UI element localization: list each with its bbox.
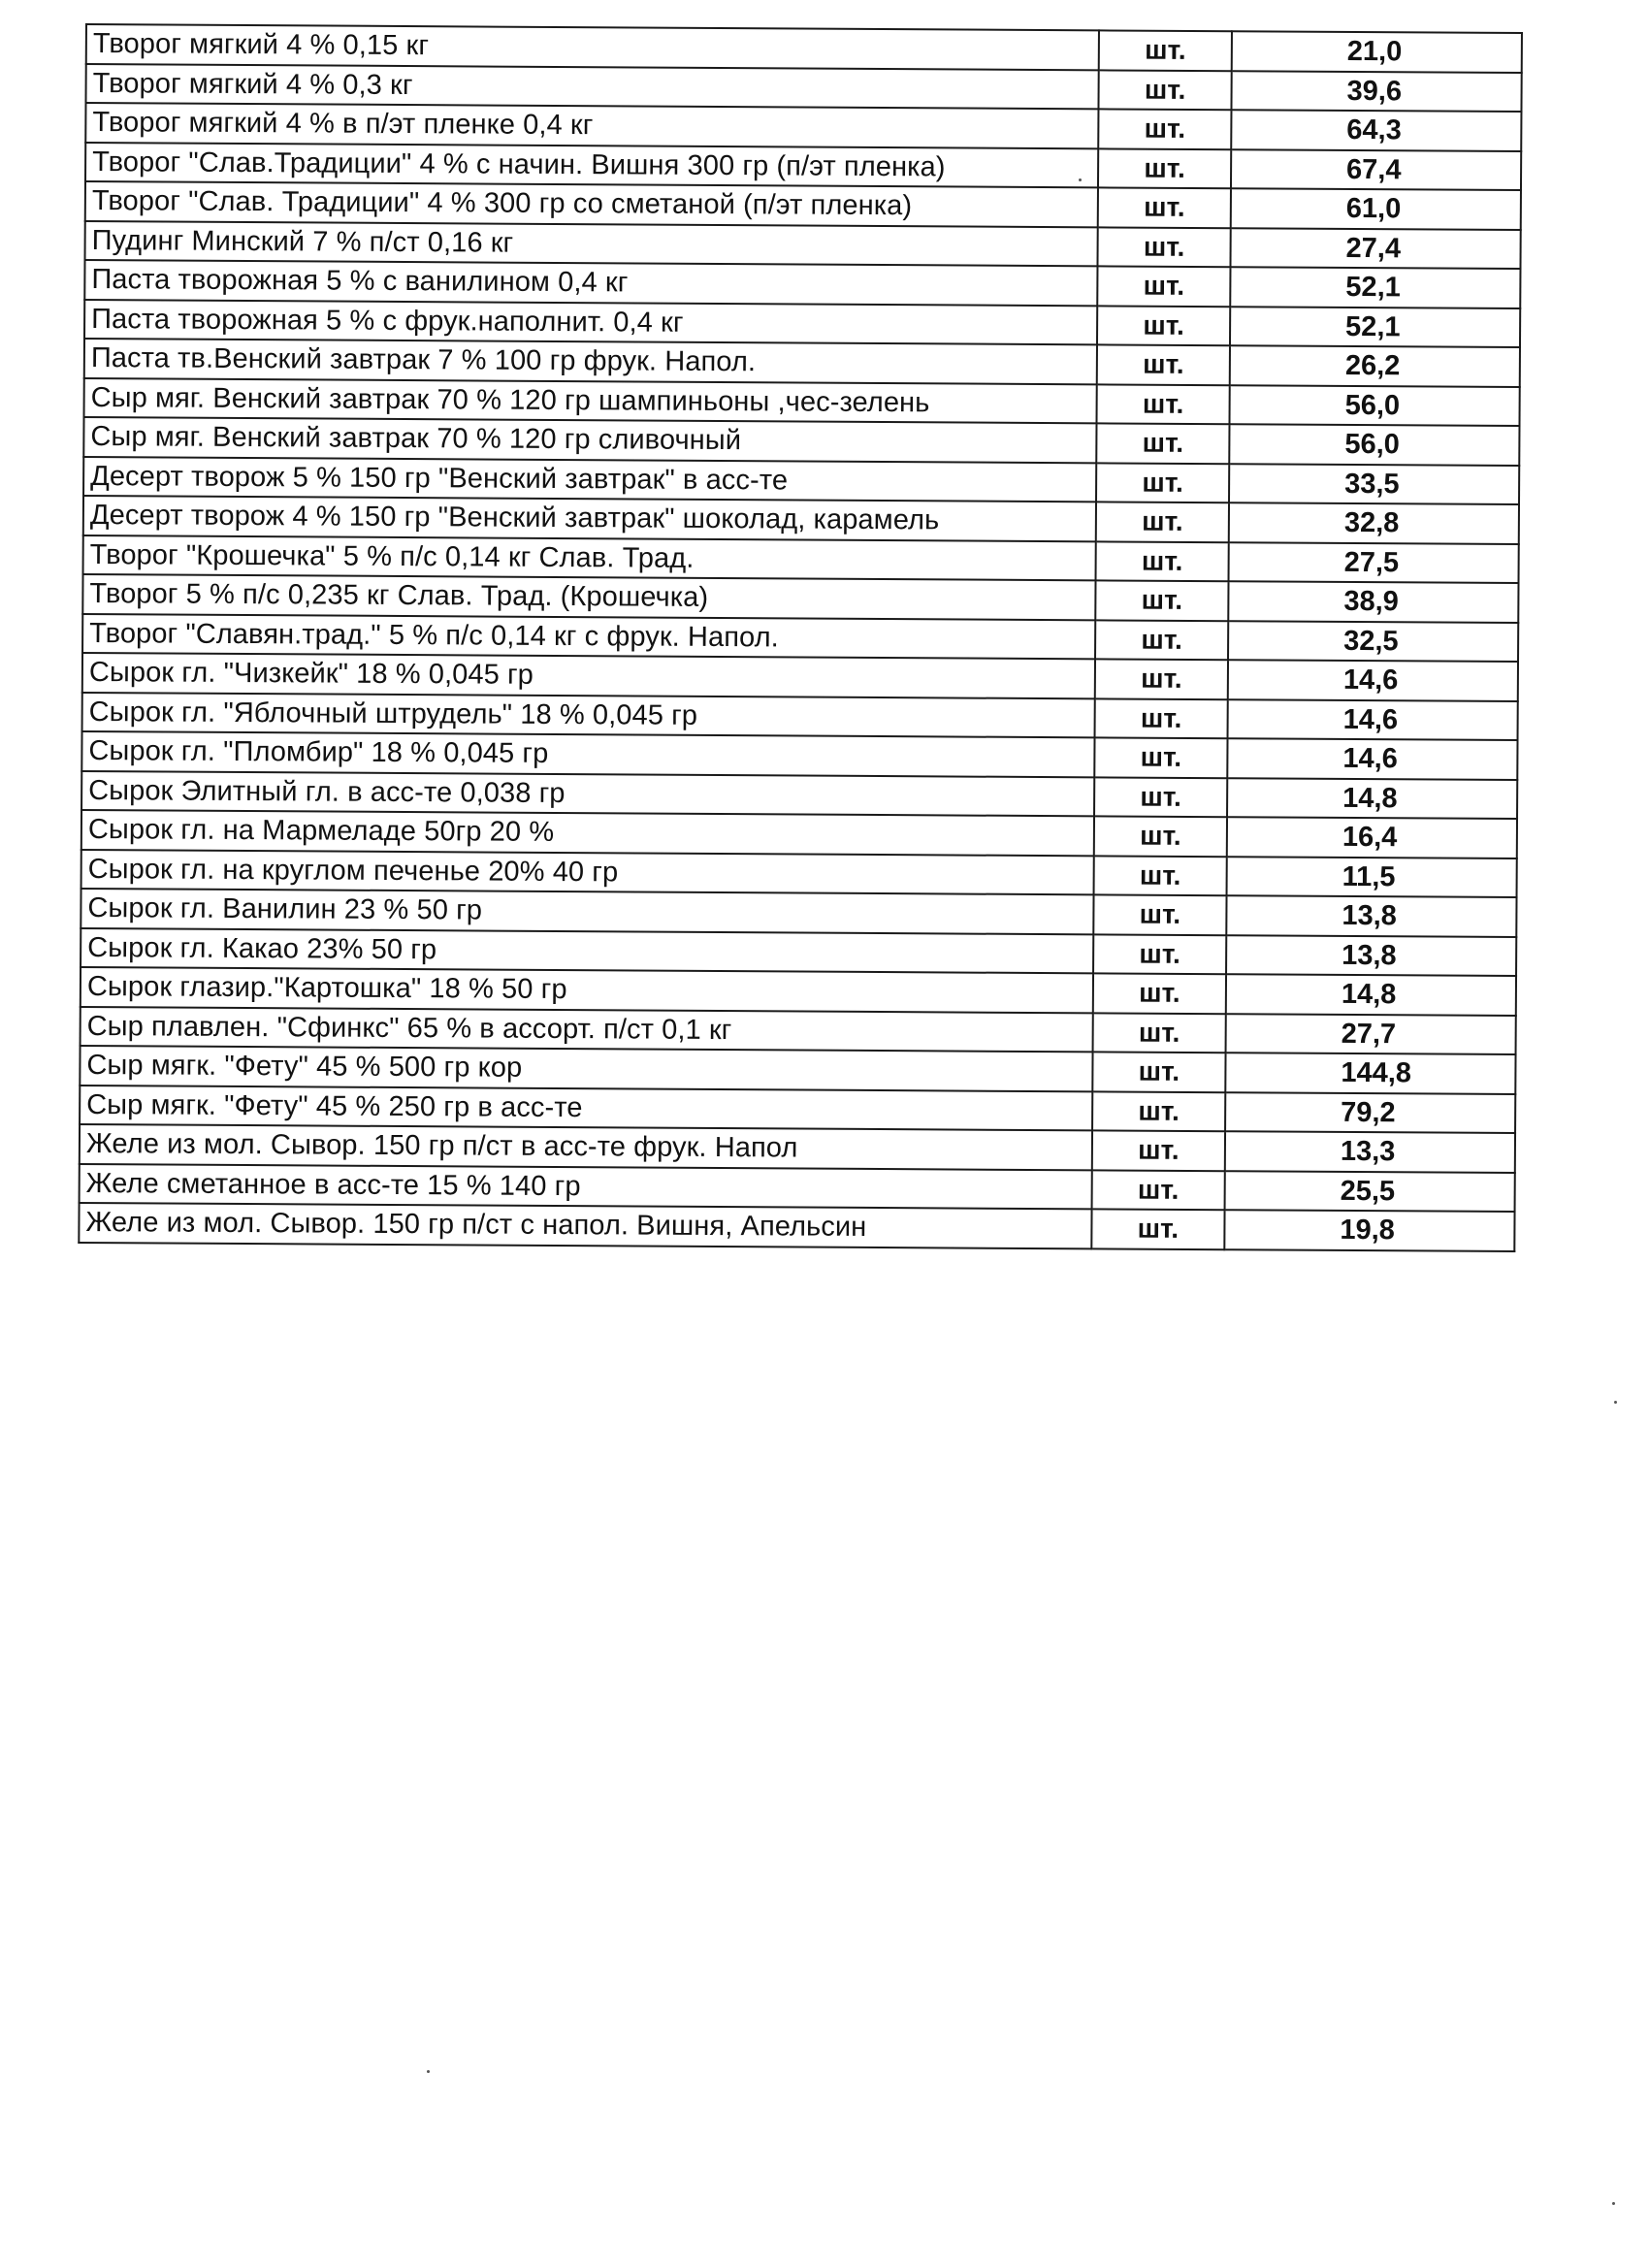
- price-cell: 25,5: [1225, 1171, 1515, 1212]
- product-name-cell: Творог "Слав. Традиции" 4 % 300 гр со сметаной (п/эт пленка): [85, 181, 1098, 227]
- price-cell: 38,9: [1228, 581, 1518, 622]
- unit-cell: шт.: [1098, 148, 1231, 188]
- product-name-cell: Сырок гл. Какао 23% 50 гр: [81, 927, 1093, 973]
- unit-cell: шт.: [1098, 109, 1231, 148]
- price-cell: 13,8: [1226, 935, 1516, 976]
- product-name-cell: Сырок Элитный гл. в асс-те 0,038 гр: [81, 770, 1094, 816]
- price-cell: 27,4: [1230, 228, 1520, 269]
- price-cell: 11,5: [1227, 857, 1517, 897]
- unit-cell: шт.: [1095, 580, 1228, 620]
- product-name-cell: Десерт творож 4 % 150 гр "Венский завтрак" шоколад, карамель: [83, 496, 1096, 541]
- unit-cell: шт.: [1094, 777, 1227, 817]
- product-name-cell: Творог "Крошечка" 5 % п/с 0,14 кг Слав. Трад.: [83, 535, 1096, 580]
- price-table: [78, 23, 1523, 1252]
- unit-cell: шт.: [1093, 894, 1226, 934]
- price-cell: 32,5: [1228, 621, 1518, 662]
- unit-cell: шт.: [1097, 384, 1230, 424]
- table-row: [79, 1203, 1514, 1251]
- scan-speck: [1614, 1401, 1617, 1404]
- product-name-cell: Сыр мягк. "Фету" 45 % 250 гр в асс-те: [80, 1085, 1092, 1130]
- product-name-cell: Сырок гл. на Мармеладе 50гр 20 %: [81, 810, 1094, 856]
- price-cell: 27,7: [1226, 1014, 1516, 1054]
- unit-cell: шт.: [1099, 30, 1232, 70]
- scan-speck: [1079, 178, 1082, 181]
- price-cell: 13,3: [1225, 1131, 1515, 1172]
- unit-cell: шт.: [1093, 1013, 1226, 1053]
- price-cell: 39,6: [1231, 71, 1521, 112]
- price-cell: 21,0: [1232, 31, 1522, 72]
- unit-cell: шт.: [1093, 934, 1226, 974]
- product-name-cell: Пудинг Минский 7 % п/ст 0,16 кг: [85, 221, 1098, 267]
- product-name-cell: Желе из мол. Сывор. 150 гр п/ст в асс-те фрук. Напол: [80, 1124, 1092, 1170]
- unit-cell: шт.: [1092, 1052, 1225, 1091]
- product-name-cell: Желе из мол. Сывор. 150 гр п/ст с напол. Вишня, Апельсин: [79, 1203, 1091, 1248]
- price-cell: 14,8: [1226, 974, 1516, 1015]
- product-name-cell: Сырок гл. "Пломбир" 18 % 0,045 гр: [81, 731, 1094, 777]
- product-name-cell: Желе сметанное в асс-те 15 % 140 гр: [80, 1163, 1092, 1209]
- unit-cell: шт.: [1095, 620, 1228, 660]
- price-cell: 56,0: [1229, 385, 1519, 426]
- price-cell: 27,5: [1229, 542, 1519, 583]
- unit-cell: шт.: [1096, 463, 1229, 502]
- product-name-cell: Сыр мяг. Венский завтрак 70 % 120 гр сливочный: [83, 417, 1096, 463]
- price-cell: 14,8: [1227, 778, 1517, 819]
- unit-cell: шт.: [1091, 1209, 1224, 1248]
- unit-cell: шт.: [1096, 502, 1229, 541]
- unit-cell: шт.: [1097, 227, 1230, 267]
- product-name-cell: Сыр мягк. "Фету" 45 % 500 гр кор: [80, 1046, 1092, 1091]
- unit-cell: шт.: [1097, 266, 1230, 306]
- product-name-cell: Сырок гл. "Яблочный штрудель" 18 % 0,045 гр: [82, 692, 1095, 737]
- price-cell: 61,0: [1231, 188, 1521, 229]
- product-name-cell: Сырок глазир."Картошка" 18 % 50 гр: [81, 967, 1093, 1013]
- product-name-cell: Творог "Славян.трад." 5 % п/с 0,14 кг с фрук. Напол.: [82, 613, 1095, 659]
- price-cell: 16,4: [1227, 817, 1517, 858]
- unit-cell: шт.: [1092, 1130, 1225, 1170]
- unit-cell: шт.: [1095, 698, 1228, 738]
- product-name-cell: Творог мягкий 4 % 0,15 кг: [86, 24, 1099, 70]
- price-cell: 19,8: [1224, 1210, 1514, 1250]
- price-cell: 79,2: [1225, 1092, 1515, 1133]
- price-cell: 52,1: [1230, 307, 1520, 347]
- price-cell: 33,5: [1229, 464, 1519, 504]
- product-name-cell: Паста творожная 5 % с фрук.наполнит. 0,4 кг: [84, 300, 1097, 345]
- product-name-cell: Сырок гл. "Чизкейк" 18 % 0,045 гр: [82, 653, 1095, 698]
- unit-cell: шт.: [1097, 344, 1230, 384]
- scan-speck: [427, 2070, 430, 2073]
- price-cell: 26,2: [1230, 345, 1520, 386]
- product-name-cell: Паста творожная 5 % с ванилином 0,4 кг: [84, 260, 1097, 306]
- product-name-cell: Творог 5 % п/с 0,235 кг Слав. Трад. (Крошечка): [82, 574, 1095, 620]
- product-name-cell: Паста тв.Венский завтрак 7 % 100 гр фрук. Напол.: [84, 339, 1097, 384]
- unit-cell: шт.: [1094, 737, 1227, 777]
- product-name-cell: Сыр мяг. Венский завтрак 70 % 120 гр шампиньоны ,чес-зелень: [84, 377, 1097, 423]
- price-table-body: [79, 24, 1522, 1251]
- price-cell: 52,1: [1230, 267, 1520, 308]
- product-name-cell: Сырок гл. Ванилин 23 % 50 гр: [81, 889, 1093, 934]
- unit-cell: шт.: [1093, 973, 1226, 1013]
- price-cell: 67,4: [1231, 149, 1521, 190]
- product-name-cell: Творог "Слав.Традиции" 4 % с начин. Вишня 300 гр (п/эт пленка): [85, 143, 1098, 188]
- unit-cell: шт.: [1092, 1091, 1225, 1131]
- product-name-cell: Творог мягкий 4 % 0,3 кг: [85, 64, 1098, 110]
- price-cell: 144,8: [1225, 1053, 1515, 1093]
- price-cell: 14,6: [1228, 699, 1518, 740]
- price-cell: 13,8: [1226, 895, 1516, 936]
- price-cell: 56,0: [1229, 424, 1519, 465]
- unit-cell: шт.: [1094, 856, 1227, 895]
- price-cell: 64,3: [1231, 110, 1521, 150]
- price-cell: 32,8: [1229, 502, 1519, 543]
- unit-cell: шт.: [1095, 659, 1228, 698]
- unit-cell: шт.: [1098, 187, 1231, 227]
- product-name-cell: Творог мягкий 4 % в п/эт пленке 0,4 кг: [85, 103, 1098, 148]
- unit-cell: шт.: [1092, 1170, 1225, 1210]
- scan-speck: [1612, 2202, 1615, 2205]
- unit-cell: шт.: [1096, 541, 1229, 581]
- product-name-cell: Сырок гл. на круглом печенье 20% 40 гр: [81, 849, 1094, 894]
- price-cell: 14,6: [1228, 660, 1518, 700]
- unit-cell: шт.: [1094, 816, 1227, 856]
- unit-cell: шт.: [1097, 306, 1230, 345]
- product-name-cell: Сыр плавлен. "Сфинкс" 65 % в ассорт. п/ст 0,1 кг: [81, 1006, 1093, 1052]
- price-cell: 14,6: [1227, 738, 1517, 779]
- unit-cell: шт.: [1096, 423, 1229, 463]
- product-name-cell: Десерт творож 5 % 150 гр "Венский завтрак" в асс-те: [83, 456, 1096, 502]
- unit-cell: шт.: [1098, 70, 1231, 110]
